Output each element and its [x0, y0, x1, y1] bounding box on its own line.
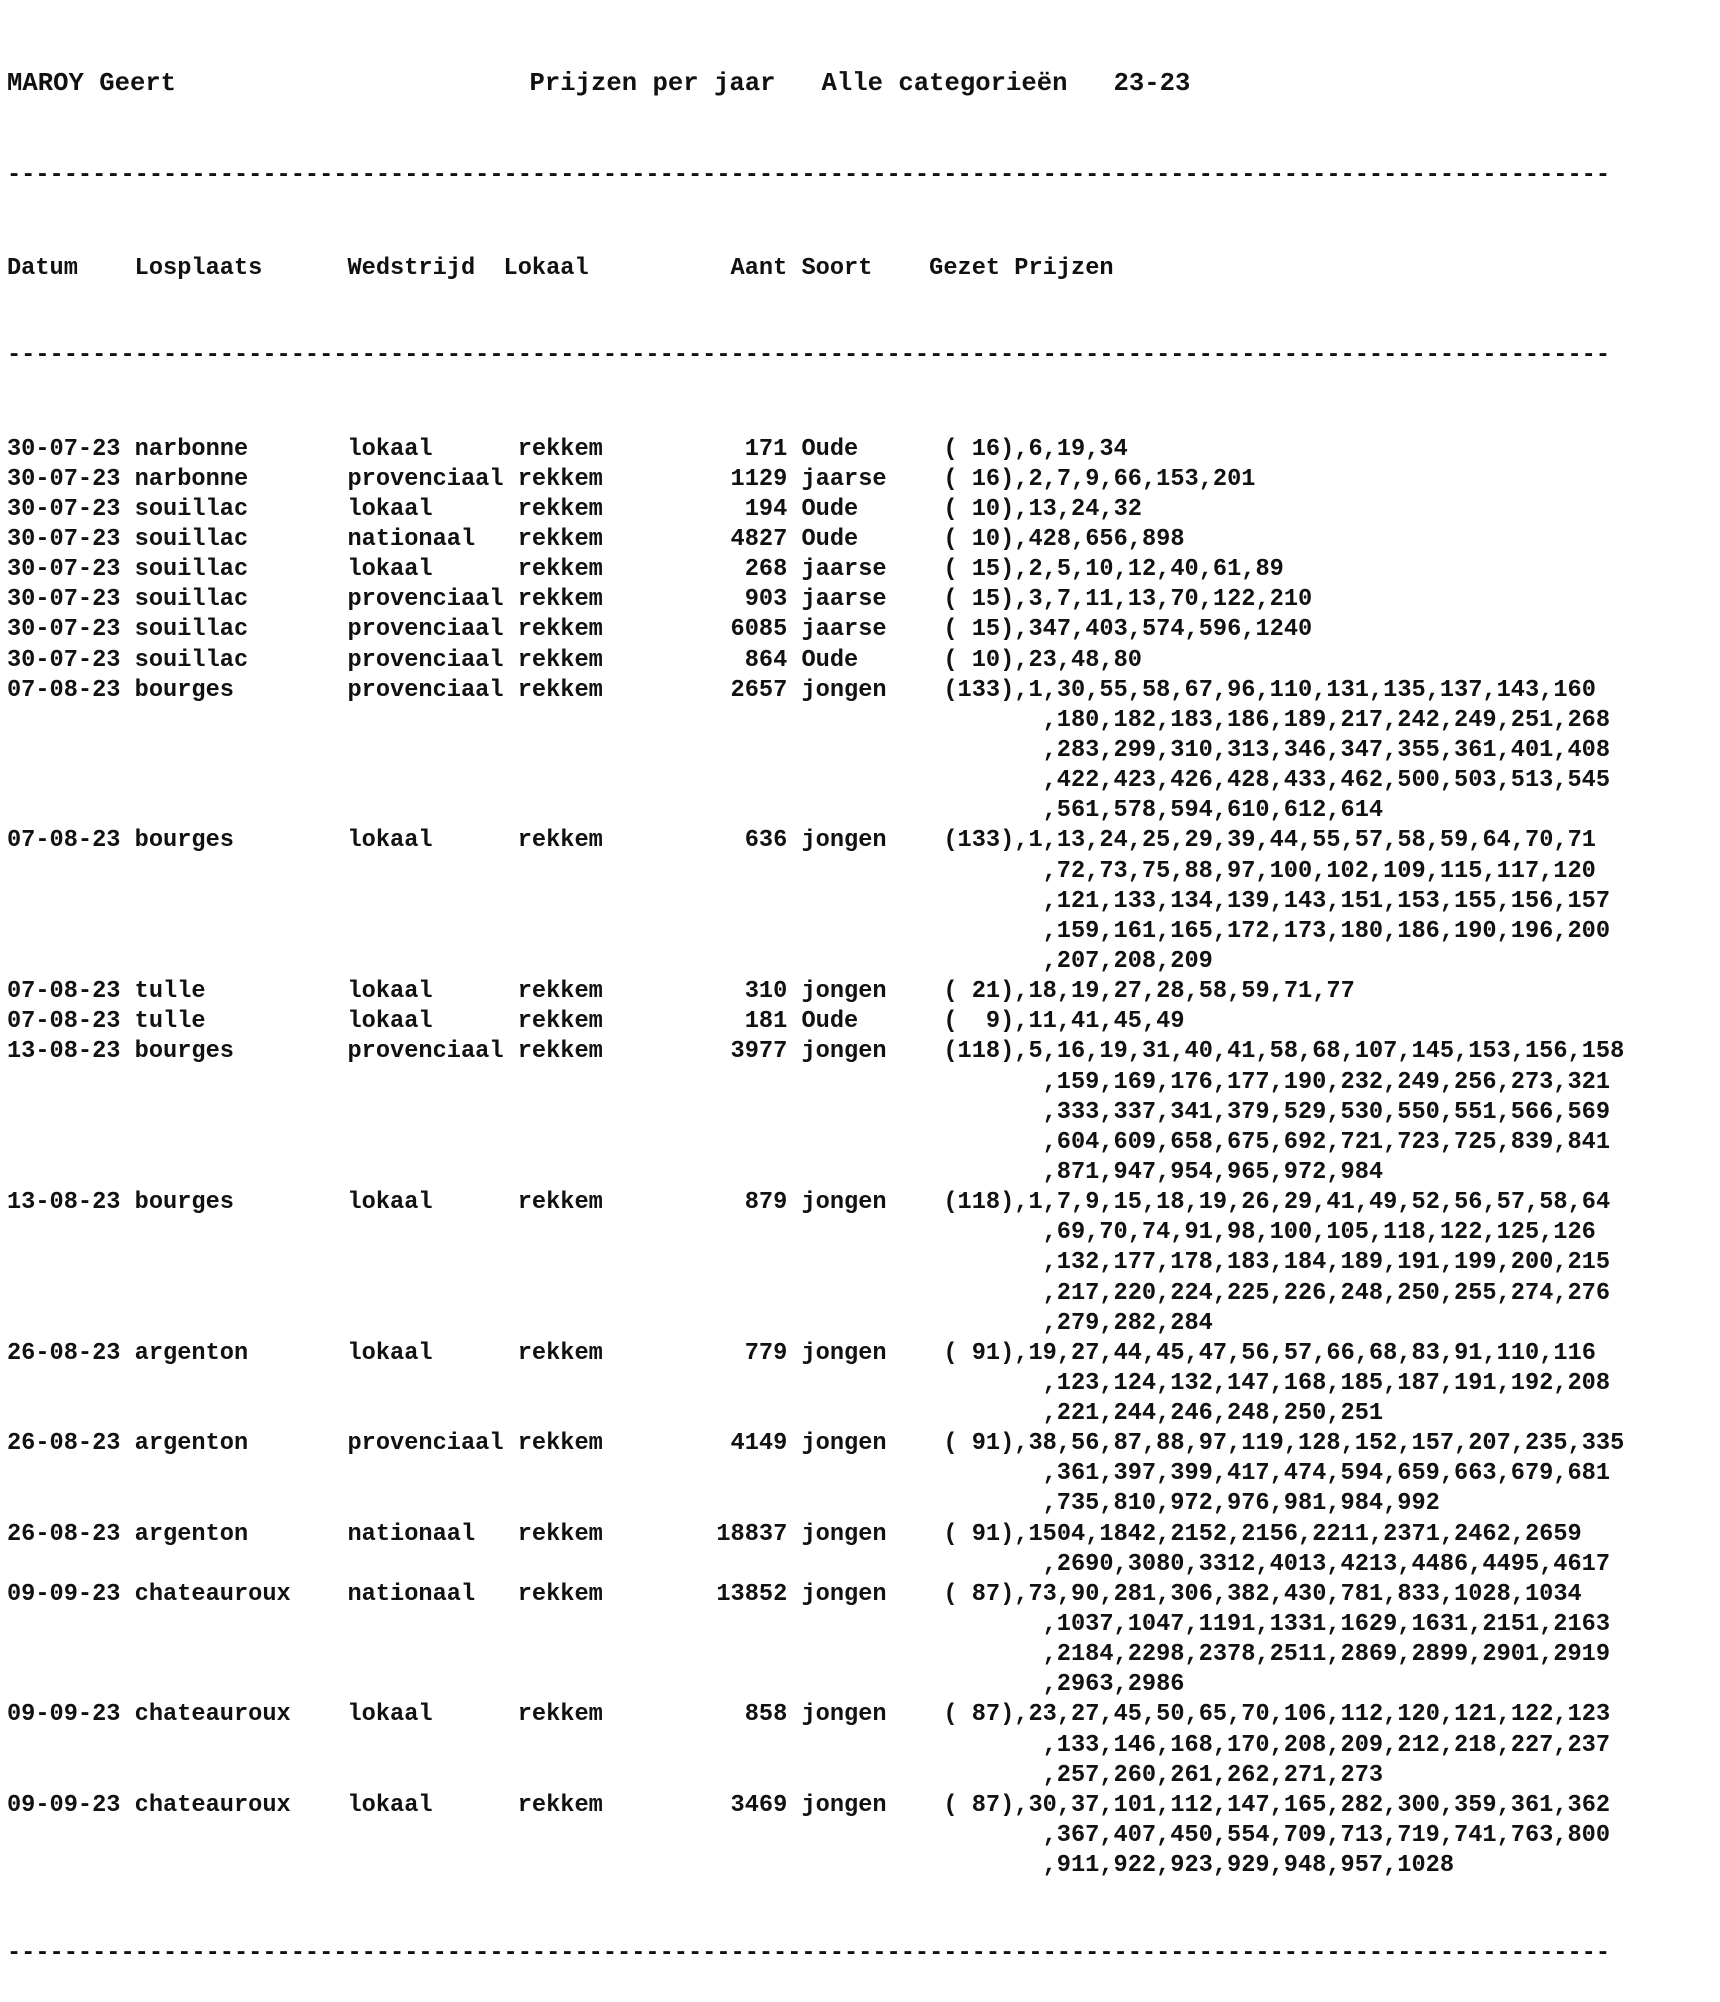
column-header-losplaats: Losplaats: [134, 254, 263, 282]
table-row: [7, 495, 1624, 525]
cell-wedstrijd: provenciaal: [347, 646, 504, 674]
result-entry: [7, 676, 1624, 827]
cell-lokaal: rekkem: [517, 1008, 603, 1036]
table-row-continuation: [7, 706, 1624, 736]
cell-lokaal: rekkem: [517, 1430, 603, 1458]
cell-datum: 07-08-23: [7, 676, 121, 704]
result-entry: [7, 977, 1624, 1007]
report-period: 23-23: [1113, 68, 1191, 99]
cell-datum: 30-07-23: [7, 646, 121, 674]
cell-prijzen: ,217,220,224,225,226,248,250,255,274,276: [1042, 1279, 1611, 1307]
cell-lokaal: rekkem: [517, 556, 603, 584]
cell-gezet: (118): [943, 1038, 1015, 1066]
table-row-continuation: [7, 887, 1624, 917]
cell-lokaal: rekkem: [517, 1339, 603, 1367]
cell-wedstrijd: provenciaal: [347, 1430, 504, 1458]
cell-prijzen: ,123,124,132,147,168,185,187,191,192,208: [1042, 1369, 1611, 1397]
cell-gezet: ( 87): [943, 1580, 1015, 1608]
cell-gezet: ( 10): [943, 525, 1015, 553]
cell-prijzen: ,3,7,11,13,70,122,210: [1014, 586, 1313, 614]
table-row: [7, 1520, 1624, 1550]
cell-losplaats: tulle: [134, 1008, 206, 1036]
cell-prijzen: ,180,182,183,186,189,217,242,249,251,268: [1042, 706, 1611, 734]
cell-datum: 09-09-23: [7, 1791, 121, 1819]
cell-losplaats: chateauroux: [134, 1580, 291, 1608]
cell-prijzen: ,1,7,9,15,18,19,26,29,41,49,52,56,57,58,64: [1014, 1189, 1611, 1217]
cell-gezet: (133): [943, 827, 1015, 855]
cell-aant: 181: [744, 1008, 788, 1036]
column-header-row: [7, 254, 1624, 284]
cell-wedstrijd: nationaal: [347, 525, 476, 553]
cell-lokaal: rekkem: [517, 1520, 603, 1548]
cell-prijzen: ,422,423,426,428,433,462,500,503,513,545: [1042, 767, 1611, 795]
table-row-continuation: [7, 1761, 1624, 1791]
cell-gezet: ( 15): [943, 586, 1015, 614]
cell-gezet: ( 87): [943, 1701, 1015, 1729]
result-entry: [7, 1700, 1624, 1790]
cell-losplaats: souillac: [134, 616, 249, 644]
cell-aant: 858: [744, 1701, 788, 1729]
cell-prijzen: ,604,609,658,675,692,721,723,725,839,841: [1042, 1128, 1611, 1156]
result-entry: [7, 435, 1624, 465]
report-title-line: [7, 63, 1624, 103]
cell-lokaal: rekkem: [517, 465, 603, 493]
cell-prijzen: ,18,19,27,28,58,59,71,77: [1014, 978, 1355, 1006]
table-row-continuation: [7, 1279, 1624, 1309]
cell-gezet: ( 15): [943, 616, 1015, 644]
cell-gezet: ( 21): [943, 978, 1015, 1006]
cell-aant: 903: [744, 586, 788, 614]
cell-lokaal: rekkem: [517, 1701, 603, 1729]
cell-prijzen: ,19,27,44,45,47,56,57,66,68,83,91,110,116: [1014, 1339, 1596, 1367]
table-row-continuation: [7, 857, 1624, 887]
cell-prijzen: ,133,146,168,170,208,209,212,218,227,237: [1042, 1731, 1611, 1759]
table-row-continuation: [7, 1610, 1624, 1640]
cell-datum: 07-08-23: [7, 978, 121, 1006]
cell-soort: jongen: [801, 1520, 887, 1548]
cell-aant: 4827: [730, 525, 788, 553]
cell-wedstrijd: lokaal: [347, 1339, 433, 1367]
cell-soort: Oude: [801, 495, 859, 523]
cell-aant: 3977: [730, 1038, 788, 1066]
cell-losplaats: bourges: [134, 827, 234, 855]
result-entry: [7, 646, 1624, 676]
cell-gezet: (118): [943, 1189, 1015, 1217]
table-row-continuation: [7, 1128, 1624, 1158]
cell-prijzen: ,5,16,19,31,40,41,58,68,107,145,153,156,158: [1014, 1038, 1625, 1066]
cell-soort: jongen: [801, 676, 887, 704]
cell-prijzen: ,207,208,209: [1042, 947, 1213, 975]
cell-prijzen: ,6,19,34: [1014, 435, 1128, 463]
cell-prijzen: ,132,177,178,183,184,189,191,199,200,215: [1042, 1249, 1611, 1277]
result-entry: [7, 1429, 1624, 1519]
table-row-continuation: [7, 1489, 1624, 1519]
cell-wedstrijd: lokaal: [347, 978, 433, 1006]
cell-prijzen: ,23,48,80: [1014, 646, 1142, 674]
table-row: [7, 1037, 1624, 1067]
column-header-datum: Datum: [7, 254, 78, 282]
table-row-continuation: [7, 1158, 1624, 1188]
cell-lokaal: rekkem: [517, 676, 603, 704]
cell-wedstrijd: lokaal: [347, 495, 433, 523]
cell-lokaal: rekkem: [517, 525, 603, 553]
cell-lokaal: rekkem: [517, 827, 603, 855]
cell-losplaats: bourges: [134, 1189, 234, 1217]
cell-soort: jaarse: [801, 586, 887, 614]
cell-prijzen: ,367,407,450,554,709,713,719,741,763,800: [1042, 1822, 1611, 1850]
cell-datum: 30-07-23: [7, 586, 121, 614]
table-row-continuation: [7, 917, 1624, 947]
cell-prijzen: ,38,56,87,88,97,119,128,152,157,207,235,335: [1014, 1430, 1625, 1458]
result-entry: [7, 1580, 1624, 1701]
cell-aant: 6085: [730, 616, 788, 644]
cell-soort: jaarse: [801, 465, 887, 493]
cell-prijzen: ,2690,3080,3312,4013,4213,4486,4495,4617: [1042, 1550, 1611, 1578]
cell-aant: 864: [744, 646, 788, 674]
cell-wedstrijd: provenciaal: [347, 616, 504, 644]
cell-gezet: ( 87): [943, 1791, 1015, 1819]
cell-losplaats: souillac: [134, 525, 249, 553]
cell-aant: 879: [744, 1189, 788, 1217]
cell-lokaal: rekkem: [517, 435, 603, 463]
table-row-continuation: [7, 1731, 1624, 1761]
cell-wedstrijd: lokaal: [347, 1189, 433, 1217]
cell-datum: 30-07-23: [7, 435, 121, 463]
cell-datum: 07-08-23: [7, 1008, 121, 1036]
cell-datum: 26-08-23: [7, 1430, 121, 1458]
cell-datum: 30-07-23: [7, 495, 121, 523]
table-row-continuation: [7, 1218, 1624, 1248]
cell-soort: Oude: [801, 435, 859, 463]
cell-soort: jongen: [801, 978, 887, 1006]
cell-prijzen: ,361,397,399,417,474,594,659,663,679,681: [1042, 1460, 1611, 1488]
table-row: [7, 555, 1624, 585]
cell-datum: 30-07-23: [7, 616, 121, 644]
column-header-lokaal: Lokaal: [503, 254, 589, 282]
column-header-prijzen: Prijzen: [1014, 254, 1114, 282]
cell-soort: jongen: [801, 1701, 887, 1729]
cell-wedstrijd: provenciaal: [347, 586, 504, 614]
cell-lokaal: rekkem: [517, 978, 603, 1006]
cell-lokaal: rekkem: [517, 646, 603, 674]
table-row-continuation: [7, 1851, 1624, 1881]
separator-bottom: -----------------------------------------------------------------------------------------------------------------: [7, 1939, 1611, 1967]
cell-soort: Oude: [801, 525, 859, 553]
cell-losplaats: narbonne: [134, 435, 249, 463]
cell-losplaats: argenton: [134, 1520, 249, 1548]
cell-aant: 171: [744, 435, 788, 463]
table-row: [7, 826, 1624, 856]
table-row: [7, 615, 1624, 645]
cell-prijzen: ,911,922,923,929,948,957,1028: [1042, 1852, 1455, 1880]
table-row-continuation: [7, 1640, 1624, 1670]
table-row: [7, 1791, 1624, 1821]
cell-aant: 13852: [716, 1580, 788, 1608]
cell-datum: 30-07-23: [7, 525, 121, 553]
cell-lokaal: rekkem: [517, 1791, 603, 1819]
cell-datum: 13-08-23: [7, 1038, 121, 1066]
cell-gezet: ( 91): [943, 1520, 1015, 1548]
cell-aant: 2657: [730, 676, 788, 704]
cell-wedstrijd: lokaal: [347, 1008, 433, 1036]
result-entry: [7, 1007, 1624, 1037]
cell-prijzen: ,279,282,284: [1042, 1309, 1213, 1337]
cell-soort: jongen: [801, 1189, 887, 1217]
result-entry: [7, 1520, 1624, 1580]
table-row-continuation: [7, 1459, 1624, 1489]
column-header-soort: Soort: [801, 254, 873, 282]
cell-aant: 268: [744, 556, 788, 584]
cell-wedstrijd: lokaal: [347, 556, 433, 584]
cell-prijzen: ,30,37,101,112,147,165,282,300,359,361,362: [1014, 1791, 1611, 1819]
report-title: Prijzen per jaar: [529, 68, 776, 99]
cell-aant: 1129: [730, 465, 788, 493]
cell-losplaats: chateauroux: [134, 1701, 291, 1729]
cell-datum: 30-07-23: [7, 556, 121, 584]
cell-gezet: ( 9): [943, 1008, 1015, 1036]
cell-losplaats: souillac: [134, 495, 249, 523]
cell-prijzen: ,2963,2986: [1042, 1671, 1185, 1699]
result-entry: [7, 826, 1624, 977]
pigeon-fancier-name: MAROY Geert: [7, 68, 177, 99]
result-entry: [7, 555, 1624, 585]
table-row: [7, 435, 1624, 465]
cell-prijzen: ,2,5,10,12,40,61,89: [1014, 556, 1284, 584]
cell-prijzen: ,1,13,24,25,29,39,44,55,57,58,59,64,70,71: [1014, 827, 1596, 855]
cell-aant: 310: [744, 978, 788, 1006]
cell-prijzen: ,69,70,74,91,98,100,105,118,122,125,126: [1042, 1219, 1596, 1247]
cell-aant: 194: [744, 495, 788, 523]
cell-soort: jongen: [801, 1038, 887, 1066]
report-category: Alle categorieën: [821, 68, 1068, 99]
cell-losplaats: chateauroux: [134, 1791, 291, 1819]
cell-datum: 26-08-23: [7, 1520, 121, 1548]
cell-prijzen: ,561,578,594,610,612,614: [1042, 797, 1384, 825]
separator-header: -----------------------------------------------------------------------------------------------------------------: [7, 342, 1611, 370]
cell-prijzen: ,121,133,134,139,143,151,153,155,156,157: [1042, 887, 1611, 915]
cell-losplaats: argenton: [134, 1339, 249, 1367]
table-row-continuation: [7, 1248, 1624, 1278]
cell-prijzen: ,735,810,972,976,981,984,992: [1042, 1490, 1440, 1518]
cell-soort: jongen: [801, 827, 887, 855]
result-entry: [7, 1188, 1624, 1339]
cell-prijzen: ,283,299,310,313,346,347,355,361,401,408: [1042, 736, 1611, 764]
cell-aant: 4149: [730, 1430, 788, 1458]
cell-prijzen: ,2,7,9,66,153,201: [1014, 465, 1256, 493]
cell-wedstrijd: provenciaal: [347, 676, 504, 704]
cell-wedstrijd: provenciaal: [347, 1038, 504, 1066]
separator-top: -----------------------------------------------------------------------------------------------------------------: [7, 161, 1611, 189]
cell-lokaal: rekkem: [517, 586, 603, 614]
cell-prijzen: ,11,41,45,49: [1014, 1008, 1185, 1036]
cell-losplaats: bourges: [134, 676, 234, 704]
table-row-continuation: [7, 1821, 1624, 1851]
cell-gezet: ( 10): [943, 495, 1015, 523]
cell-wedstrijd: nationaal: [347, 1580, 476, 1608]
result-entry: [7, 1791, 1624, 1881]
table-row: [7, 585, 1624, 615]
cell-prijzen: ,13,24,32: [1014, 495, 1142, 523]
table-row: [7, 1007, 1624, 1037]
result-entry: [7, 525, 1624, 555]
cell-aant: 3469: [730, 1791, 788, 1819]
table-row-continuation: [7, 736, 1624, 766]
cell-losplaats: bourges: [134, 1038, 234, 1066]
cell-aant: 18837: [716, 1520, 788, 1548]
cell-wedstrijd: lokaal: [347, 827, 433, 855]
table-row: [7, 676, 1624, 706]
cell-soort: Oude: [801, 646, 859, 674]
cell-lokaal: rekkem: [517, 1189, 603, 1217]
cell-soort: jaarse: [801, 616, 887, 644]
cell-datum: 07-08-23: [7, 827, 121, 855]
cell-prijzen: ,23,27,45,50,65,70,106,112,120,121,122,123: [1014, 1701, 1611, 1729]
cell-soort: jongen: [801, 1791, 887, 1819]
cell-losplaats: souillac: [134, 556, 249, 584]
cell-lokaal: rekkem: [517, 1580, 603, 1608]
table-row: [7, 1700, 1624, 1730]
cell-prijzen: ,1,30,55,58,67,96,110,131,135,137,143,160: [1014, 676, 1596, 704]
cell-prijzen: ,73,90,281,306,382,430,781,833,1028,1034: [1014, 1580, 1582, 1608]
cell-prijzen: ,1037,1047,1191,1331,1629,1631,2151,2163: [1042, 1611, 1611, 1639]
table-row: [7, 1429, 1624, 1459]
cell-losplaats: tulle: [134, 978, 206, 1006]
cell-wedstrijd: lokaal: [347, 435, 433, 463]
cell-wedstrijd: lokaal: [347, 1701, 433, 1729]
cell-lokaal: rekkem: [517, 495, 603, 523]
table-row: [7, 977, 1624, 1007]
cell-soort: jongen: [801, 1430, 887, 1458]
cell-wedstrijd: provenciaal: [347, 465, 504, 493]
table-row-continuation: [7, 947, 1624, 977]
table-row-continuation: [7, 1670, 1624, 1700]
cell-prijzen: ,257,260,261,262,271,273: [1042, 1761, 1384, 1789]
cell-soort: jongen: [801, 1580, 887, 1608]
table-row: [7, 1188, 1624, 1218]
cell-losplaats: souillac: [134, 646, 249, 674]
table-row: [7, 646, 1624, 676]
cell-lokaal: rekkem: [517, 1038, 603, 1066]
cell-prijzen: ,347,403,574,596,1240: [1014, 616, 1313, 644]
cell-losplaats: narbonne: [134, 465, 249, 493]
cell-aant: 779: [744, 1339, 788, 1367]
result-entry: [7, 495, 1624, 525]
cell-prijzen: ,221,244,246,248,250,251: [1042, 1400, 1384, 1428]
column-header-wedstrijd: Wedstrijd: [347, 254, 476, 282]
cell-prijzen: ,333,337,341,379,529,530,550,551,566,569: [1042, 1098, 1611, 1126]
cell-datum: 30-07-23: [7, 465, 121, 493]
table-row-continuation: [7, 766, 1624, 796]
table-row-continuation: [7, 1369, 1624, 1399]
table-row: [7, 1580, 1624, 1610]
table-row-continuation: [7, 1309, 1624, 1339]
result-entry: [7, 615, 1624, 645]
cell-lokaal: rekkem: [517, 616, 603, 644]
cell-prijzen: ,72,73,75,88,97,100,102,109,115,117,120: [1042, 857, 1596, 885]
cell-soort: jaarse: [801, 556, 887, 584]
result-entry: [7, 465, 1624, 495]
table-row-continuation: [7, 1399, 1624, 1429]
cell-soort: Oude: [801, 1008, 859, 1036]
cell-gezet: ( 91): [943, 1430, 1015, 1458]
cell-prijzen: ,428,656,898: [1014, 525, 1185, 553]
cell-prijzen: ,159,169,176,177,190,232,249,256,273,321: [1042, 1068, 1611, 1096]
table-row-continuation: [7, 1550, 1624, 1580]
cell-prijzen: ,1504,1842,2152,2156,2211,2371,2462,2659: [1014, 1520, 1582, 1548]
table-row: [7, 525, 1624, 555]
cell-datum: 26-08-23: [7, 1339, 121, 1367]
cell-losplaats: argenton: [134, 1430, 249, 1458]
cell-wedstrijd: nationaal: [347, 1520, 476, 1548]
column-header-aant: Aant: [730, 254, 788, 282]
column-header-gezet: Gezet: [929, 254, 1001, 282]
result-entry: [7, 1037, 1624, 1188]
cell-aant: 636: [744, 827, 788, 855]
cell-wedstrijd: lokaal: [347, 1791, 433, 1819]
cell-datum: 13-08-23: [7, 1189, 121, 1217]
cell-datum: 09-09-23: [7, 1701, 121, 1729]
cell-soort: jongen: [801, 1339, 887, 1367]
cell-prijzen: ,2184,2298,2378,2511,2869,2899,2901,2919: [1042, 1641, 1611, 1669]
table-row-continuation: [7, 1068, 1624, 1098]
cell-gezet: ( 15): [943, 556, 1015, 584]
cell-prijzen: ,159,161,165,172,173,180,186,190,196,200: [1042, 917, 1611, 945]
cell-gezet: ( 16): [943, 435, 1015, 463]
cell-gezet: ( 10): [943, 646, 1015, 674]
table-row-continuation: [7, 796, 1624, 826]
cell-gezet: (133): [943, 676, 1015, 704]
cell-gezet: ( 16): [943, 465, 1015, 493]
cell-prijzen: ,871,947,954,965,972,984: [1042, 1158, 1384, 1186]
table-row: [7, 1339, 1624, 1369]
result-entry: [7, 1339, 1624, 1429]
cell-datum: 09-09-23: [7, 1580, 121, 1608]
prize-report: [7, 3, 1624, 2002]
table-row-continuation: [7, 1098, 1624, 1128]
result-rows: [7, 435, 1624, 1882]
table-row: [7, 465, 1624, 495]
cell-losplaats: souillac: [134, 586, 249, 614]
result-entry: [7, 585, 1624, 615]
cell-gezet: ( 91): [943, 1339, 1015, 1367]
